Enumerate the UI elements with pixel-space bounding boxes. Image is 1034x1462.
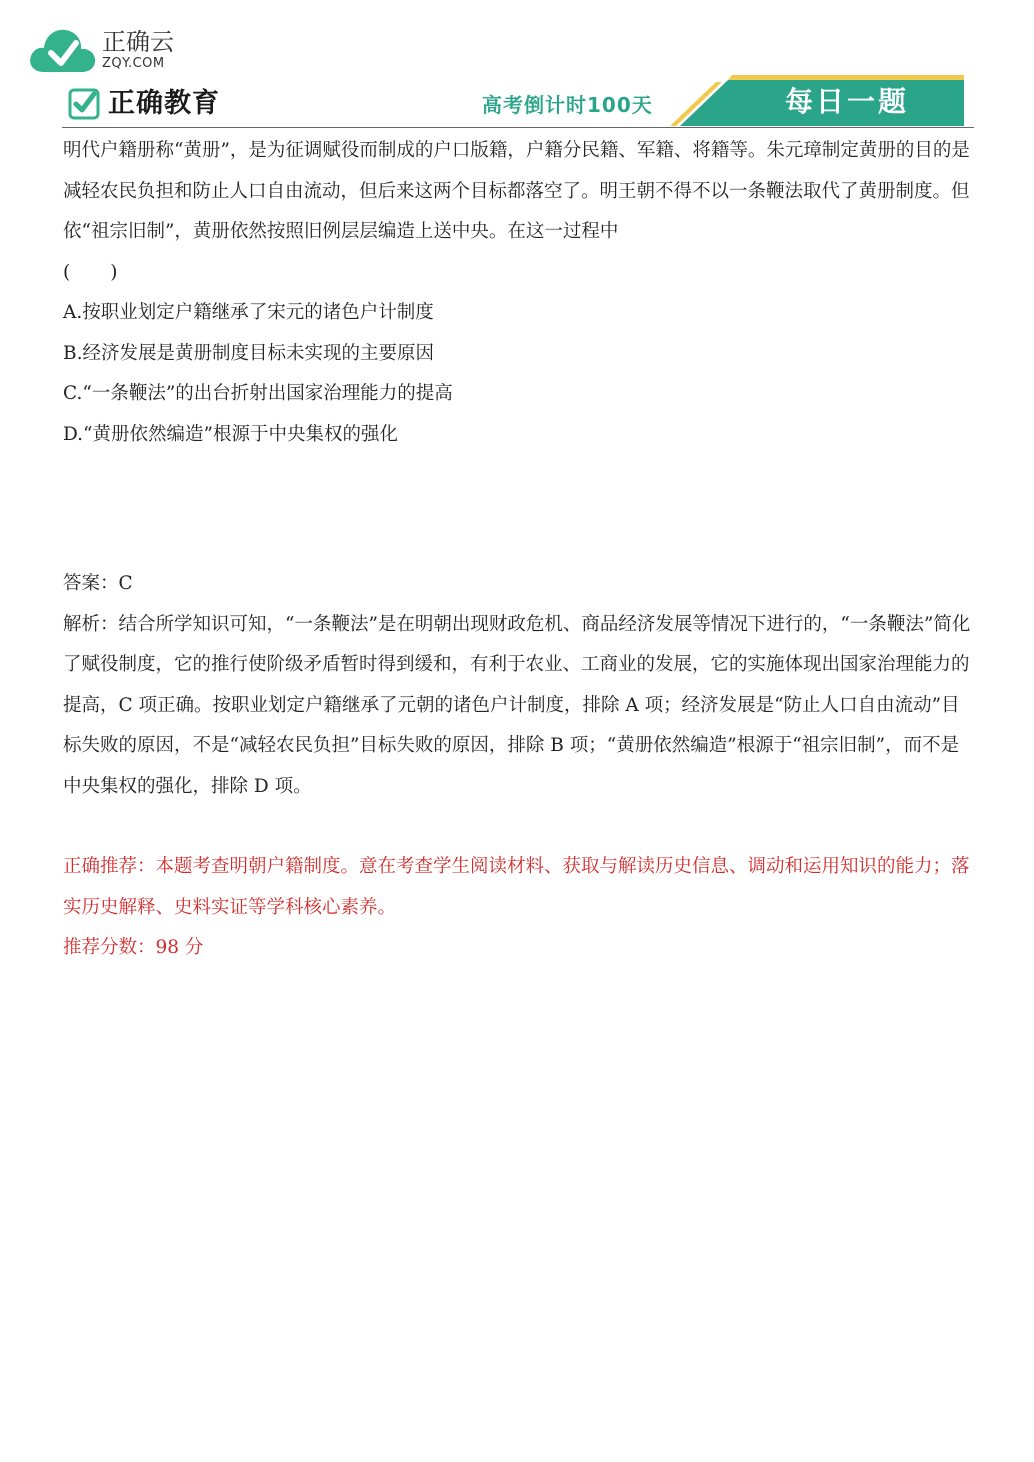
recommendation-text: 正确推荐：本题考查明朝户籍制度。意在考查学生阅读材料、获取与解读历史信息、调动和运用知识的能力；落实历史解释、史料实证等学科核心素养。 [63,856,970,918]
option-b: B.经济发展是黄册制度目标未实现的主要原因 [63,342,434,364]
logo-domain: ZQY.COM [102,56,165,71]
brand-name: 正确教育 [108,88,220,119]
daily-question-title: 每日一题 [784,85,909,118]
answer-label: 答案：C [63,573,133,594]
countdown-text: 高考倒计时100天 [482,93,653,117]
zqy-logo [28,24,178,76]
recommendation-score: 推荐分数：98 分 [63,937,204,958]
bracket-close: ) [110,261,118,283]
cloud-check-icon [28,24,98,74]
checkbox-icon [68,88,100,120]
answer-bracket [63,253,975,294]
option-d: D.“黄册依然编造”根源于中央集权的强化 [63,423,398,445]
header-divider [62,127,974,128]
option-c: C.“一条鞭法”的出台折射出国家治理能力的提高 [63,383,453,404]
analysis-text: 解析：结合所学知识可知，“一条鞭法”是在明朝出现财政危机、商品经济发展等情况下进行的，“一条鞭法”简化了赋役制度，它的推行使阶级矛盾暂时得到缓和，有利于农业、工商业的发展，它的实施体现出国家治理能力的提高，C 项正确。按职业划定户籍继承了元朝的诸色户计制度，排除 A 项；经济发展是“防止人口自由流动”目标失败的原因，不是“减轻农民负担”目标失败的原因，排除 B 项；“黄册依然编造”根源于“祖宗旧制”，而不是中央集权的强化，排除 D 项。 [63,613,971,797]
option-a: A.按职业划定户籍继承了宋元的诸色户计制度 [63,302,434,323]
question-stem: 明代户籍册称“黄册”，是为征调赋役而制成的户口版籍，户籍分民籍、军籍、将籍等。朱元璋制定黄册的目的是减轻农民负担和防止人口自由流动，但后来这两个目标都落空了。明王朝不得不以一条鞭法取代了黄册制度。但依“祖宗旧制”，黄册依然按照旧例层层编造上送中央。在这一过程中 [63,140,970,242]
bracket-open: ( [63,261,71,283]
document-body [63,131,975,969]
logo-name: 正确云 [102,28,174,56]
